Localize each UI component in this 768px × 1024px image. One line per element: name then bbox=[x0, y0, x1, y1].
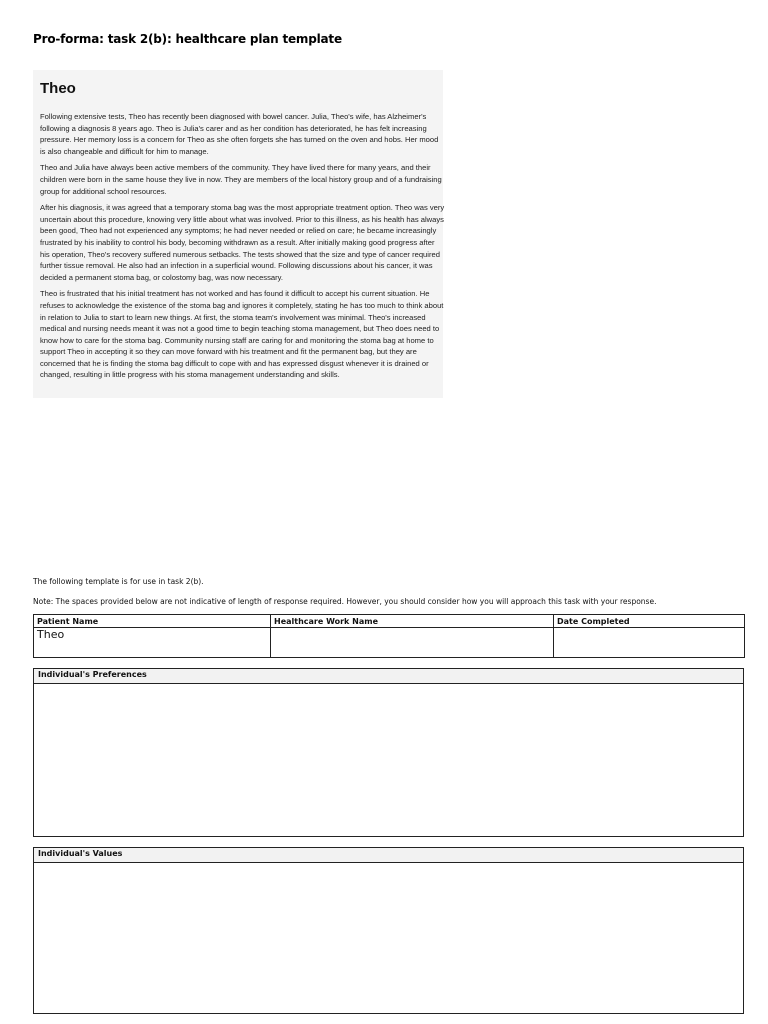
case-study-text bbox=[40, 111, 445, 386]
values-header: Individual's Values bbox=[34, 848, 743, 863]
template-note: Note: The spaces provided below are not indicative of length of response required. However, you should consider how you will approach this task with your response. bbox=[33, 597, 657, 606]
date-completed-header: Date Completed bbox=[554, 615, 745, 628]
case-paragraph: Theo and Julia have always been active members of the community. They have lived there for many years, and their children were born in the same house they live in now. They are members of the local history group and of a fundraising group for additional school resources. bbox=[40, 163, 442, 196]
date-completed-cell[interactable] bbox=[554, 628, 745, 658]
case-paragraph: After his diagnosis, it was agreed that a temporary stoma bag was the most appropriate treatment option. Theo was very uncertain about this procedure, knowing very little about what was involved. Prior to this illness, as his health has always been good, Theo had not experienced any symptoms; he had never needed or relied on care; he became increasingly frustrated by his inability to control his body, becoming withdrawn as a result. After initially making good progress after his operation, Theo's recovery suffered numerous setbacks. The tests showed that the size and type of cancer required further tissue removal. He also had an infection in a superficial wound. Following discussions about his cancer, it was decided a permanent stoma bag, or colostomy bag, was now necessary. bbox=[40, 203, 445, 282]
patient-name-cell[interactable]: Theo bbox=[34, 628, 271, 658]
template-intro: The following template is for use in task 2(b). bbox=[33, 577, 204, 586]
case-study-name: Theo bbox=[40, 80, 76, 97]
patient-name-header: Patient Name bbox=[34, 615, 271, 628]
preferences-response-area[interactable] bbox=[34, 684, 743, 836]
preferences-section bbox=[33, 668, 744, 837]
values-response-area[interactable] bbox=[34, 863, 743, 1013]
values-section bbox=[33, 847, 744, 1014]
case-paragraph: Theo is frustrated that his initial treatment has not worked and has found it difficult to accept his current situation. He refuses to acknowledge the existence of the stoma bag and ignores it completely, stating he has too much to think about in relation to Julia to start to learn new things. At first, the stoma team's involvement was minimal. Theo's increased medical and nursing needs meant it was not a good time to begin teaching stoma management, but Theo does need to know how to care for the stoma bag. Community nursing staff are caring for and monitoring the stoma bag at home to support Theo in accepting it so they can move forward with his treatment and fit the permanent bag, but they are concerned that he is finding the stoma bag difficult to cope with and has expressed disgust whenever it is drained or changed, resulting in little progress with his stoma management understanding and skills. bbox=[40, 289, 444, 380]
preferences-header: Individual's Preferences bbox=[34, 669, 743, 684]
document-title: Pro-forma: task 2(b): healthcare plan template bbox=[33, 32, 342, 46]
patient-details-table bbox=[33, 614, 745, 658]
healthcare-work-name-header: Healthcare Work Name bbox=[271, 615, 554, 628]
healthcare-work-name-cell[interactable] bbox=[271, 628, 554, 658]
case-paragraph: Following extensive tests, Theo has recently been diagnosed with bowel cancer. Julia, Theo's wife, has Alzheimer's following a diagnosis 8 years ago. Theo is Julia's carer and as her condition has deteriorated, he has felt increasing pressure. Her memory loss is a concern for Theo as she often forgets she has turned on the oven and hobs. Her mood is also changeable and difficult for him to manage. bbox=[40, 112, 439, 156]
